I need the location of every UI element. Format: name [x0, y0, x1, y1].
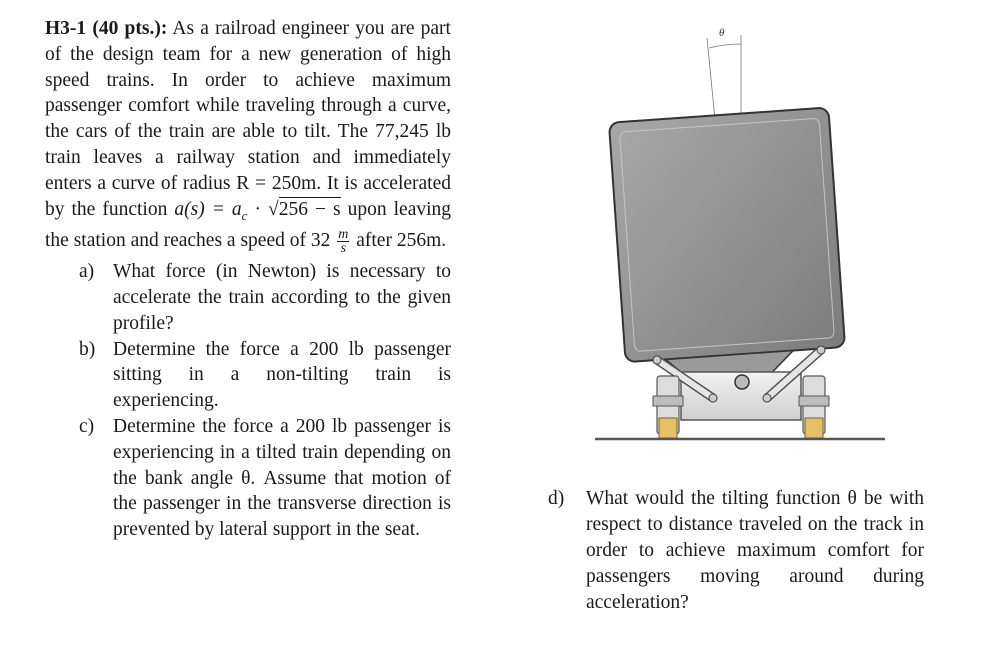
question-label: b) [79, 338, 96, 360]
question-text: What would the tilting function θ be with respect to distance traveled on the track in order to achieve maximum comfort for passengers moving around during acceleration? [586, 488, 924, 613]
question-text: Determine the force a 200 lb passenger is experiencing in a tilted train depending on the bank angle θ. Assume that motion of the passenger in the transverse direction is prevented by lateral support in the seat. [113, 416, 451, 541]
problem-title: H3-1 (40 pts.): [45, 18, 168, 39]
pivot-joint [735, 375, 749, 389]
question-label: d) [548, 488, 565, 509]
sqrt-content: 256 − s [278, 198, 341, 220]
wheel-assembly-right [799, 376, 829, 438]
question-d [548, 486, 924, 616]
question-text: Determine the force a 200 lb passenger sitting in a non-tilting train is experiencing. [113, 338, 451, 412]
function-lhs: a(s) = a [174, 198, 242, 220]
unit-denominator: s [340, 241, 347, 257]
problem-paragraph [45, 16, 451, 255]
intro-text-2: upon leaving the station and reaches a speed of 32 [45, 198, 452, 252]
wheel-assembly-left [653, 376, 683, 438]
question-list [45, 259, 451, 543]
theta-label: θ [719, 27, 725, 39]
function-subscript: c [241, 207, 248, 223]
question-text: What force (in Newton) is necessary to accelerate the train according to the given profile? [113, 261, 451, 334]
sqrt-sign: √ [268, 198, 279, 220]
problem-text [45, 16, 451, 543]
function-dot: · [254, 198, 261, 220]
question-label: c) [79, 416, 95, 438]
unit-fraction [337, 228, 349, 255]
intro-text-1: As a railroad engineer you are part of the design team for a new generation of high speed trains. In order to achieve maximum passenger comfort while traveling through a curve, the cars of the train are able to tilt. The 77,245 lb train leaves a railway station and immediately enters a curve of radius R = 250m. It is accelerated by the function [45, 18, 451, 220]
theta-arc [709, 44, 741, 48]
question-c [45, 414, 451, 543]
unit-numerator: m [338, 227, 349, 243]
intro-text-3: after 256m. [356, 230, 447, 252]
question-a [45, 259, 451, 336]
question-b [45, 337, 451, 414]
tilting-train-figure [595, 20, 885, 450]
question-label: a) [79, 261, 95, 283]
